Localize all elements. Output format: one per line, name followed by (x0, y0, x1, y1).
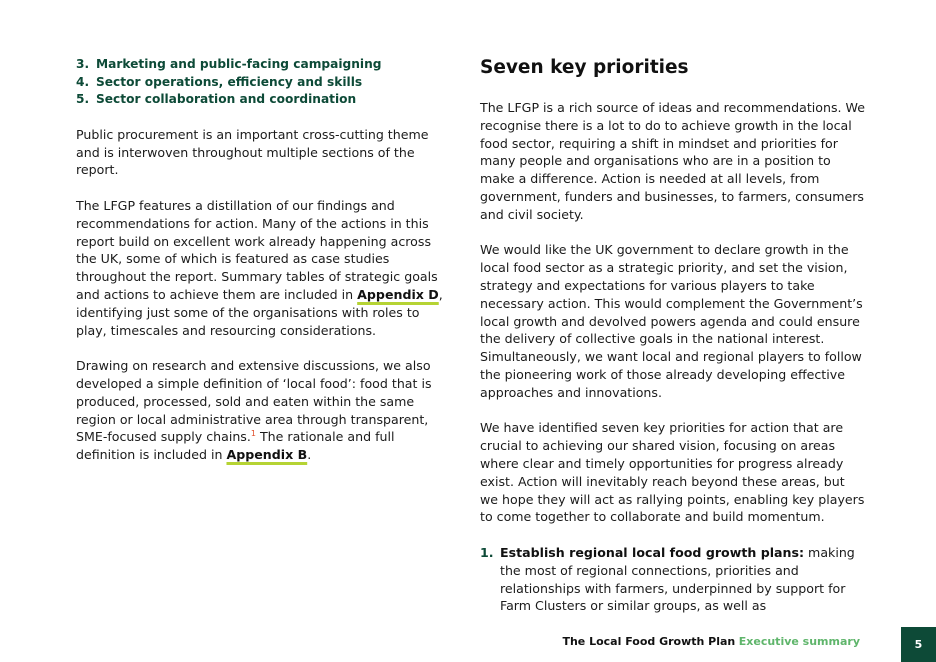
list-number: 3. (76, 57, 90, 71)
paragraph-text: . (307, 447, 312, 463)
paragraph-text: Drawing on research and extensive discussions, we also developed a simple definition of ‘local food’: food that is produced, processed, sold and eaten within the same region or local administrative area through transparent, SME-focused supply chains. (76, 358, 432, 445)
appendix-d-link[interactable]: Appendix D (357, 286, 439, 302)
priority-item (480, 544, 866, 615)
document-title: The Local Food Growth Plan (562, 635, 736, 648)
list-text: Marketing and public-facing campaigning (96, 57, 382, 71)
priority-title: Establish regional local food growth plans: (500, 544, 805, 560)
paragraph-government-priority: We would like the UK government to declare growth in the local food sector as a strategic priority, and set the vision, strategy and expectations for various players to take necessary action. This would complement the Government’s local growth and devolved powers agenda and could ensure the delivery of collective goals in the national interest. Simultaneously, we want local and regional players to follow the pioneering work of those already developing effective approaches and innovations. (480, 242, 863, 400)
list-item (76, 91, 448, 109)
list-number: 5. (76, 92, 90, 107)
footnote-link[interactable]: 1 (250, 429, 256, 439)
paragraph-local-food-definition (76, 357, 448, 464)
priority-list (480, 544, 866, 615)
section-heading: Seven key priorities (480, 57, 689, 78)
paragraph-lfgp-source: The LFGP is a rich source of ideas and recommendations. We recognise there is a lot to do to achieve growth in the local food sector, requiring a shift in mindset and priorities for many people and organisations who are in a position to make a difference. Action is needed at all levels, from government, funders and businesses, to farmers, consumers and civil society. (480, 100, 866, 222)
focus-area-list (76, 56, 448, 109)
priority-text: making the most of regional connections, priorities and relationships with farmers, underpinned by support for Farm Clusters or similar groups, as well as (500, 544, 855, 614)
left-column (76, 56, 448, 482)
list-number: 4. (76, 74, 90, 89)
paragraph-text: The LFGP features a distillation of our findings and recommendations for action. Many of the actions in this report build on excellent work already happening across the UK, some of which is featured as case studies throughout the report. Summary tables of strategic goals and actions to achieve them are included in (76, 197, 438, 302)
footer-title (562, 634, 860, 650)
page-number: 5 (901, 627, 936, 662)
paragraph-lfgp-features (76, 197, 448, 339)
list-text: Sector collaboration and coordination (96, 92, 357, 107)
section-name: Executive summary (738, 635, 860, 648)
paragraph-text: The rationale and full definition is included in (76, 429, 395, 463)
paragraph-seven-priorities: We have identified seven key priorities for action that are crucial to achieving our shared vision, focusing on areas where clear and timely opportunities for progress already exist. Action will inevitably reach beyond these areas, but we hope they will act as rallying points, enabling key players to come together to collaborate and build momentum. (480, 420, 865, 525)
appendix-b-link[interactable]: Appendix B (226, 447, 308, 463)
right-column (480, 56, 866, 615)
list-item (76, 74, 448, 92)
priority-number: 1. (480, 544, 494, 560)
list-text: Sector operations, efficiency and skills (96, 74, 363, 89)
paragraph-text: , identifying just some of the organisations with roles to play, timescales and resourcing considerations. (76, 286, 443, 338)
paragraph-procurement: Public procurement is an important cross-cutting theme and is interwoven throughout multiple sections of the report. (76, 126, 429, 178)
list-item (76, 56, 448, 74)
